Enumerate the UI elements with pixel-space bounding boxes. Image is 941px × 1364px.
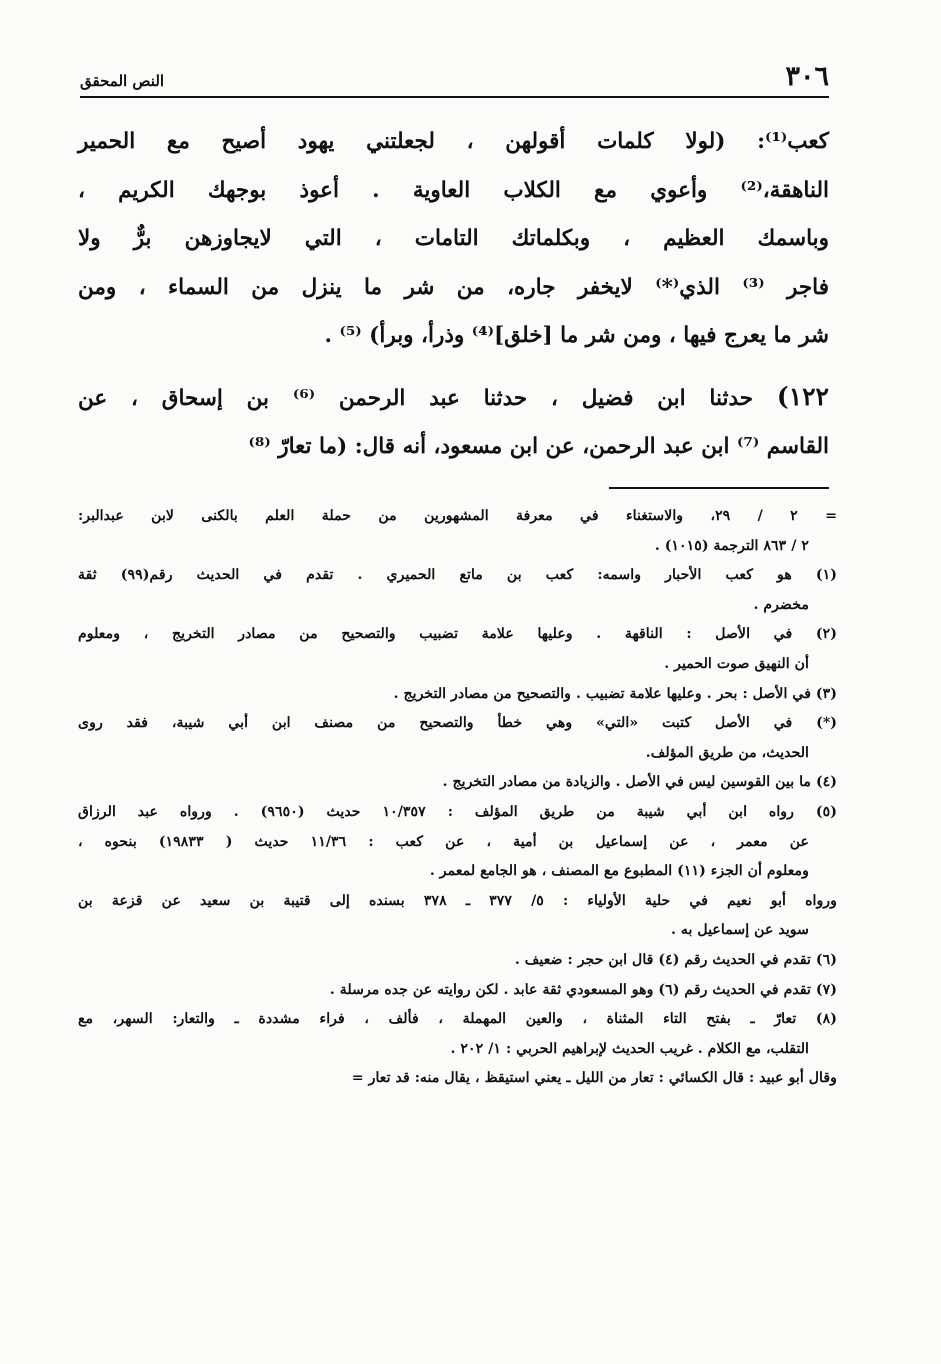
footnote-line: التقلب، مع الكلام . غريب الحديث لإبراهيم الحربي : ١/ ٢٠٢ . bbox=[450, 1040, 809, 1057]
footnote-5-continued bbox=[78, 887, 837, 946]
footnote-line: (٣) في الأصل : بحر . وعليها علامة تضبيب . والتصحيح من مصادر التخريج . bbox=[393, 685, 837, 702]
text-line: الناهقة،⁽²⁾ وأعوي مع الكلاب العاوية . أعوذ بوجهك الكريم ، bbox=[78, 177, 829, 203]
footnote-6 bbox=[78, 946, 837, 976]
footnote-star bbox=[78, 709, 837, 768]
text-line: كعب⁽¹⁾: (لولا كلمات أقولهن ، لجعلتني يهود أصيح مع الحمير bbox=[78, 129, 829, 154]
text-line: القاسم ⁽⁷⁾ ابن عبد الرحمن، عن ابن مسعود، أنه قال: (ما تعارّ ⁽⁸⁾ bbox=[248, 434, 829, 459]
footnote-line: ورواه أبو نعيم في حلية الأولياء : ٥/ ٣٧٧ ـ ٣٧٨ بسنده إلى قتيبة بن سعيد عن قزعة بن bbox=[78, 892, 838, 909]
footnote-continuation bbox=[78, 502, 837, 561]
footnote-line: (٨) تعارّ ـ بفتح التاء المثناة ، والعين المهملة ، فألف ، فراء مشددة ـ والتعار: السهر، مع bbox=[78, 1011, 837, 1028]
footnote-line: أن النهيق صوت الحمير . bbox=[664, 655, 809, 672]
footnotes bbox=[78, 502, 837, 1094]
footnote-line: (١) هو كعب الأحبار واسمه: كعب بن ماتع الحميري . تقدم في الحديث رقم(٩٩) ثقة bbox=[78, 567, 837, 584]
footnote-line: (٦) تقدم في الحديث رقم (٤) قال ابن حجر : ضعيف . bbox=[514, 951, 837, 968]
text-line bbox=[78, 373, 829, 424]
footnote-line: (*) في الأصل كتبت «التي» وهي خطأ والتصحيح من مصنف ابن أبي شيبة، فقد روى bbox=[78, 715, 837, 732]
footnote-line: سويد عن إسماعيل به . bbox=[671, 922, 809, 939]
header-title: النص المحقق bbox=[80, 72, 165, 90]
footnote-line: عن معمر ، عن إسماعيل بن أمية ، عن كعب : ١١/٣٦ حديث ( ١٩٨٣٣) بنحوه ، bbox=[78, 833, 809, 850]
footnote-line: وقال أبو عبيد : قال الكسائي : تعار من الليل ـ يعني استيقظ ، يقال منه: قد تعار = bbox=[351, 1070, 837, 1087]
footnote-line: ٢ / ٨٦٣ الترجمة (١٠١٥) . bbox=[654, 537, 809, 554]
footnote-7 bbox=[78, 976, 837, 1006]
text-line: وباسمك العظيم ، وبكلماتك التامات ، التي لايجاوزهن برٌّ ولا bbox=[78, 226, 829, 251]
footnote-1 bbox=[78, 561, 837, 620]
hadith-121-continuation bbox=[78, 118, 829, 361]
footnote-line: (٢) في الأصل : الناقهة . وعليها علامة تضبيب والتصحيح من مصادر التخريج ، ومعلوم bbox=[78, 626, 837, 643]
footnote-3 bbox=[78, 680, 837, 710]
text-line: فاجر ⁽³⁾ الذي⁽*⁾ لايخفر جاره، من شر ما ينزل من السماء ، ومن bbox=[78, 274, 830, 300]
footnote-2 bbox=[78, 620, 837, 679]
hadith-number: ١٢٢) bbox=[776, 381, 829, 411]
footnote-line: (٧) تقدم في الحديث رقم (٦) وهو المسعودي ثقة عابد . لكن روايته عن جده مرسلة . bbox=[329, 981, 837, 998]
page-number: ٣٠٦ bbox=[785, 61, 829, 92]
hadith-text: حدثنا ابن فضيل ، حدثنا عبد الرحمن ⁽⁶⁾ بن إسحاق ، عن bbox=[78, 385, 754, 411]
page-header bbox=[80, 58, 829, 98]
footnote-5 bbox=[78, 798, 837, 887]
footnote-line: ومعلوم أن الجزء (١١) المطبوع مع المصنف ، هو الجامع لمعمر . bbox=[429, 863, 809, 880]
footnote-8 bbox=[78, 1005, 837, 1064]
footnote-line: مخضرم . bbox=[753, 596, 809, 613]
text-line: شر ما يعرج فيها ، ومن شر ما [خلق]⁽⁴⁾ وذرأ، وبرأ) ⁽⁵⁾ . bbox=[324, 323, 829, 348]
footnote-4 bbox=[78, 768, 837, 798]
footnote-divider bbox=[609, 487, 829, 489]
main-text bbox=[78, 118, 829, 472]
hadith-122 bbox=[78, 373, 829, 472]
footnote-line: (٥) رواه ابن أبي شيبة من طريق المؤلف : ١٠/٣٥٧ حديث (٩٦٥٠) . ورواه عبد الرزاق bbox=[78, 803, 837, 820]
footnote-line: = ٢ / ٢٩، والاستغناء في معرفة المشهورين من حملة العلم بالكنى لابن عبدالبر: bbox=[78, 508, 838, 524]
footnote-8-continued bbox=[78, 1064, 837, 1094]
footnote-line: الحديث، من طريق المؤلف. bbox=[645, 744, 809, 761]
footnote-line: (٤) ما بين القوسين ليس في الأصل . والزيادة من مصادر التخريج . bbox=[442, 774, 837, 791]
